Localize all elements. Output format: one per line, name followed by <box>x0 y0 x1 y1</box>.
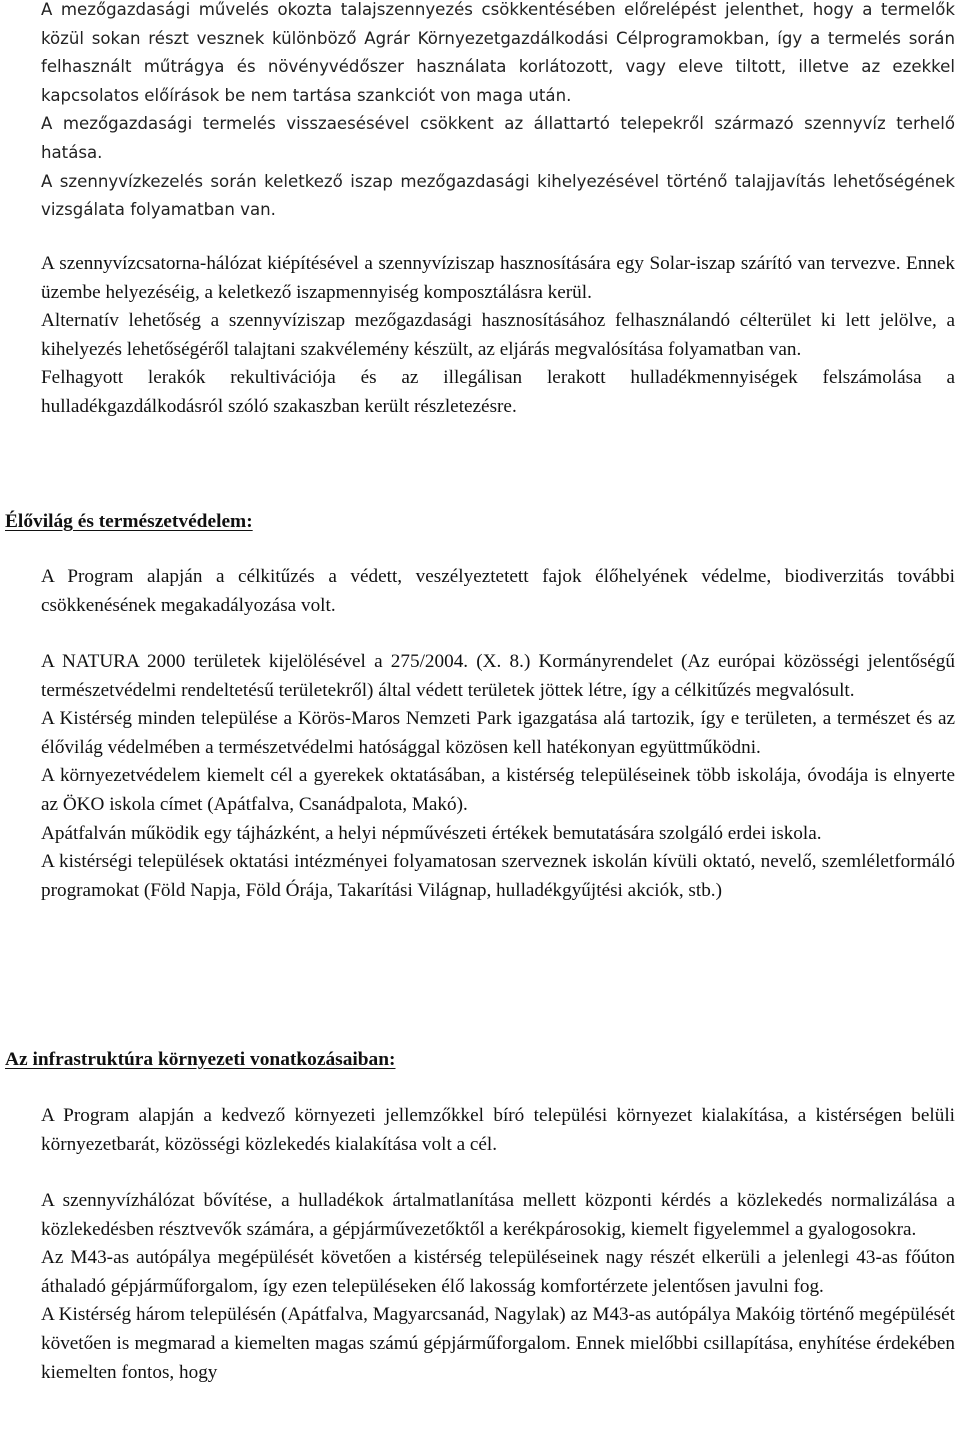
heading-infrastructure: Az infrastruktúra környezeti vonatkozásaiban: <box>5 1049 396 1070</box>
paragraph-programs: A kistérségi települések oktatási intézményei folyamatosan szerveznek iskolán kívüli oktató, nevelő, szemléletformáló programokat (Föld Napja, Föld Órája, Takarítási Világnap, hulladékgyűjtési akciók, stb.) <box>41 851 955 901</box>
infrastructure-intro-block <box>41 1102 955 1159</box>
wildlife-body-block <box>41 648 955 905</box>
paragraph-traffic: A szennyvízhálózat bővítése, a hulladékok ártalmatlanítása mellett központi kérdés a közlekedés normalizálása a közlekedésben résztvevők számára, a gépjárművezetőktől a kerékpárosokig, kiemelt figyelemmel a gyalogosokra. <box>41 1190 955 1240</box>
paragraph-agri-programs: A mezőgazdasági művelés okozta talajszennyezés csökkentésében előrelépést jelenthet, hogy a termelők közül sokan részt vesznek különböző Agrár Környezetgazdálkodási Célprogramokban, így a termelés során felhasznált műtrágya és növényvédőszer használata korlátozott, vagy eleve tiltott, illetve az ezekkel kapcsolatos előírások be nem tartása szankciót von maga után. <box>41 0 955 105</box>
paragraph-three-settlements: A Kistérség három településén (Apátfalva, Magyarcsanád, Nagylak) az M43-as autópálya Makóig történő megépülését követően is megmarad a kiemelten magas számú gépjárműforgalom. Ennek mielőbbi csillapítása, enyhítése érdekében kiemelten fontos, hogy <box>41 1304 955 1383</box>
paragraph-forest-school: Apátfalván működik egy tájházként, a helyi népművészeti értékek bemutatására szolgáló erdei iskola. <box>41 822 822 844</box>
paragraph-solar-dryer: A szennyvízcsatorna-hálózat kiépítésével a szennyvíziszap hasznosítására egy Solar-iszap szárító van tervezve. Ennek üzembe helyezéséig, a keletkező iszapmennyiség komposztálásra kerül. <box>41 253 955 303</box>
paragraph-sludge-study: A szennyvízkezelés során keletkező iszap mezőgazdasági kihelyezésével történő talajjavítás lehetőségének vizsgálata folyamatban van. <box>41 171 955 220</box>
paragraph-m43: Az M43-as autópálya megépülését követően a kistérség településeinek nagy részét elkerüli a jelenlegi 43-as főúton áthaladó gépjárműforgalom, így ezen településeken élő lakosság komfortérzete jelentősen javulni fog. <box>41 1247 955 1297</box>
paragraph-alternative-use: Alternatív lehetőség a szennyvíziszap mezőgazdasági hasznosításához felhasználandó célterület ki lett jelölve, a kihelyezés lehetőségéről talajtani szakvélemény készült, az eljárás megvalósítása folyamatban van. <box>41 310 955 360</box>
sludge-section <box>41 250 955 422</box>
paragraph-infrastructure-intro: A Program alapján a kedvező környezeti jellemzőkkel bíró települési környezet kialakítása, a kistérségen belüli környezetbarát, közösségi közlekedés kialakítása volt a cél. <box>41 1105 955 1155</box>
paragraph-wildlife-intro: A Program alapján a célkitűzés a védett, veszélyeztetett fajok élőhelyének védelme, biodiverzitás további csökkenésének megakadályozása volt. <box>41 566 955 616</box>
paragraph-eco-school: A környezetvédelem kiemelt cél a gyerekek oktatásában, a kistérség településeinek több iskolája, óvodája is elnyerte az ÖKO iskola címet (Apátfalva, Csanádpalota, Makó). <box>41 765 955 815</box>
soil-pollution-section <box>41 0 955 225</box>
paragraph-livestock: A mezőgazdasági termelés visszaesésével csökkent az állattartó telepekről származó szennyvíz terhelő hatása. <box>41 114 955 162</box>
paragraph-national-park: A Kistérség minden települése a Körös-Maros Nemzeti Park igazgatása alá tartozik, így e területen, a természet és az élővilág védelmében a természetvédelmi hatósággal közösen kell hatékonyan együttműködni. <box>41 708 955 758</box>
wildlife-intro-block <box>41 563 955 620</box>
paragraph-natura: A NATURA 2000 területek kijelölésével a 275/2004. (X. 8.) Kormányrendelet (Az európai közösségi jelentőségű természetvédelmi rendeltetésű területekről) által védett területek jöttek létre, így a célkitűzés megvalósult. <box>41 651 955 701</box>
infrastructure-body-block <box>41 1187 955 1387</box>
paragraph-landfill-rehab: Felhagyott lerakók rekultivációja és az illegálisan lerakott hulladékmennyiségek felszámolása a hulladékgazdálkodásról szóló szakaszban került részletezésre. <box>41 367 955 417</box>
heading-wildlife: Élővilág és természetvédelem: <box>5 511 253 532</box>
